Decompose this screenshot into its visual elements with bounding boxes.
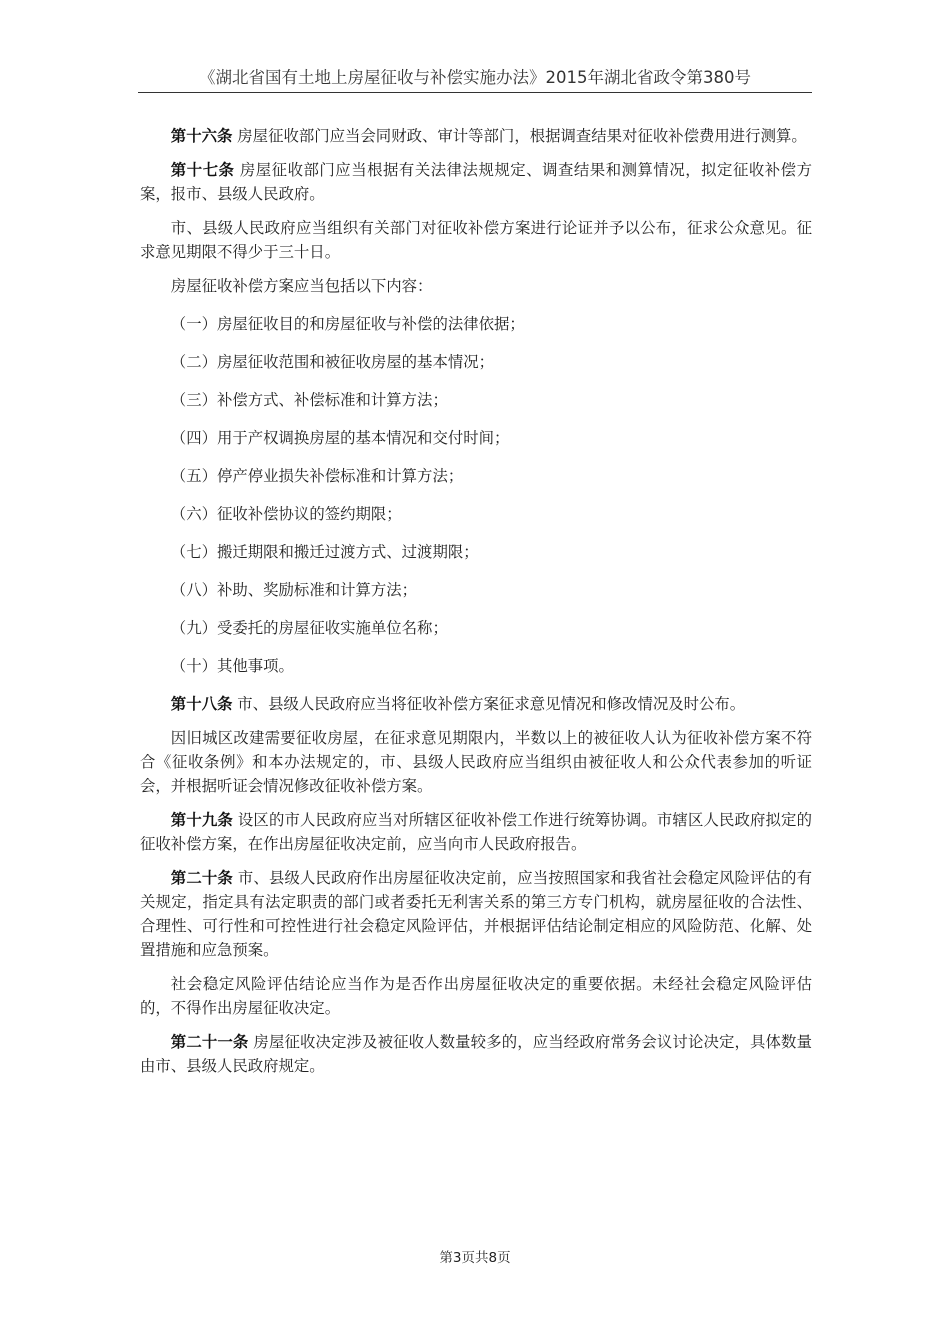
header-divider bbox=[138, 92, 812, 93]
list-item bbox=[140, 502, 812, 526]
article-number: 第二十条 bbox=[170, 869, 233, 887]
paragraph-text: 市、县级人民政府作出房屋征收决定前，应当按照国家和我省社会稳定风险评估的有关规定，指定具有法定职责的部门或者委托无利害关系的第三方专门机构，就房屋征收的合法性、合理性、可行性和可控性进行社会稳定风险评估，并根据评估结论制定相应的风险防范、化解、处置措施和应急预案。 bbox=[140, 869, 812, 959]
page-number: 第3页共8页 bbox=[439, 1250, 511, 1266]
article-number: 第十八条 bbox=[170, 695, 233, 713]
paragraph-text: 社会稳定风险评估结论应当作为是否作出房屋征收决定的重要依据。未经社会稳定风险评估的，不得作出房屋征收决定。 bbox=[140, 975, 812, 1017]
list-item-text: （九）受委托的房屋征收实施单位名称； bbox=[170, 619, 448, 637]
paragraph-article-21 bbox=[140, 1030, 812, 1078]
paragraph-article-19 bbox=[140, 808, 812, 856]
paragraph-text: 因旧城区改建需要征收房屋，在征求意见期限内，半数以上的被征收人认为征收补偿方案不符合《征收条例》和本办法规定的，市、县级人民政府应当组织由被征收人和公众代表参加的听证会，并根据听证会情况修改征收补偿方案。 bbox=[140, 729, 812, 795]
paragraph-text: 市、县级人民政府应当将征收补偿方案征求意见情况和修改情况及时公布。 bbox=[237, 695, 746, 713]
paragraph-text: 房屋征收补偿方案应当包括以下内容： bbox=[170, 277, 433, 295]
paragraph bbox=[140, 972, 812, 1020]
paragraph-text: 市、县级人民政府应当组织有关部门对征收补偿方案进行论证并予以公布，征求公众意见。征求意见期限不得少于三十日。 bbox=[140, 219, 812, 261]
article-number: 第二十一条 bbox=[170, 1033, 249, 1051]
list-item-text: （六）征收补偿协议的签约期限； bbox=[170, 505, 402, 523]
list-item-text: （十）其他事项。 bbox=[170, 657, 294, 675]
list-item bbox=[140, 426, 812, 450]
list-item-text: （二）房屋征收范围和被征收房屋的基本情况； bbox=[170, 353, 495, 371]
list-item bbox=[140, 616, 812, 640]
list-item-text: （五）停产停业损失补偿标准和计算方法； bbox=[170, 467, 464, 485]
paragraph-text: 房屋征收部门应当根据有关法律法规规定、调查结果和测算情况，拟定征收补偿方案，报市、县级人民政府。 bbox=[140, 161, 812, 203]
list-item-text: （一）房屋征收目的和房屋征收与补偿的法律依据； bbox=[170, 315, 525, 333]
list-item bbox=[140, 578, 812, 602]
list-item bbox=[140, 312, 812, 336]
list-item bbox=[140, 540, 812, 564]
list-item-text: （八）补助、奖励标准和计算方法； bbox=[170, 581, 418, 599]
list-item bbox=[140, 654, 812, 678]
list-item-text: （四）用于产权调换房屋的基本情况和交付时间； bbox=[170, 429, 510, 447]
paragraph-article-20 bbox=[140, 866, 812, 962]
paragraph-article-16 bbox=[140, 124, 812, 148]
article-number: 第十九条 bbox=[170, 811, 233, 829]
paragraph-text: 房屋征收决定涉及被征收人数量较多的，应当经政府常务会议讨论决定，具体数量由市、县级人民政府规定。 bbox=[140, 1033, 812, 1075]
list-item-text: （三）补偿方式、补偿标准和计算方法； bbox=[170, 391, 448, 409]
list-item bbox=[140, 350, 812, 374]
paragraph-text: 房屋征收部门应当会同财政、审计等部门，根据调查结果对征收补偿费用进行测算。 bbox=[237, 127, 807, 145]
document-header: 《湖北省国有土地上房屋征收与补偿实施办法》2015年湖北省政令第380号 bbox=[199, 68, 751, 87]
list-item bbox=[140, 464, 812, 488]
paragraph-article-18 bbox=[140, 692, 812, 716]
paragraph-article-17 bbox=[140, 158, 812, 206]
list-item-text: （七）搬迁期限和搬迁过渡方式、过渡期限； bbox=[170, 543, 479, 561]
article-number: 第十六条 bbox=[170, 127, 233, 145]
document-body bbox=[140, 124, 812, 1088]
list-item bbox=[140, 388, 812, 412]
article-number: 第十七条 bbox=[170, 161, 235, 179]
paragraph bbox=[140, 274, 812, 298]
paragraph bbox=[140, 216, 812, 264]
paragraph bbox=[140, 726, 812, 798]
paragraph-text: 设区的市人民政府应当对所辖区征收补偿工作进行统筹协调。市辖区人民政府拟定的征收补偿方案，在作出房屋征收决定前，应当向市人民政府报告。 bbox=[140, 811, 812, 853]
